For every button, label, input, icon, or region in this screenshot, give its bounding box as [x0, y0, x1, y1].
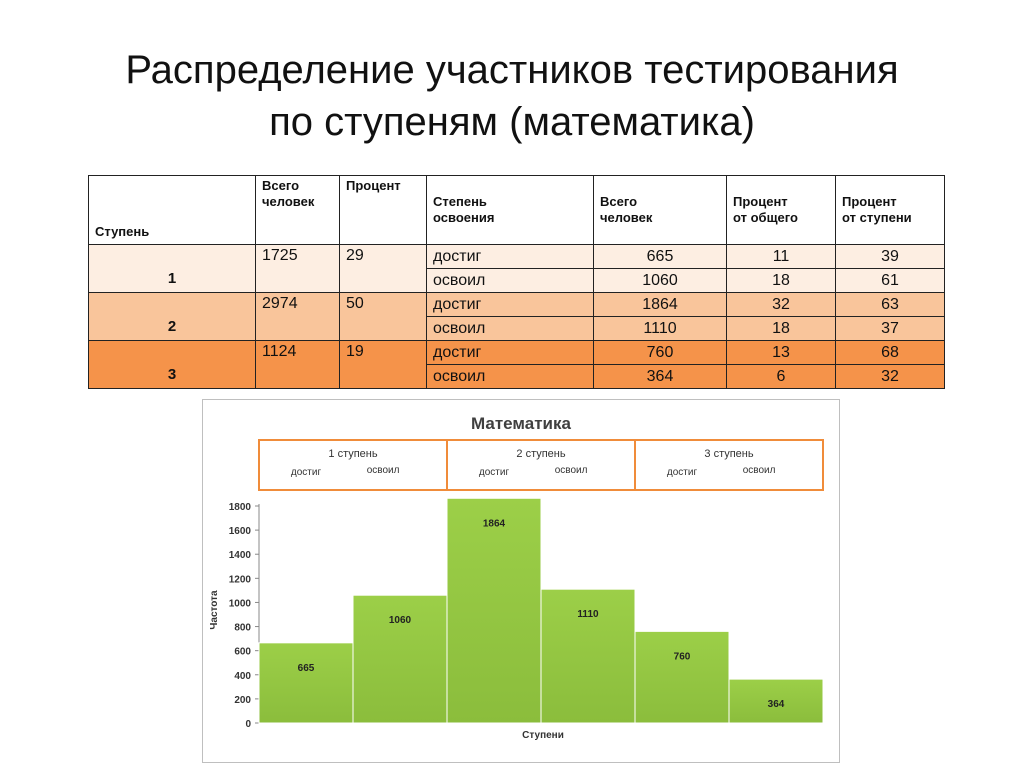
y-tick-label: 1000: [228, 598, 251, 610]
pct-step-cell: 68: [836, 341, 945, 365]
step-cell: 3: [89, 341, 256, 389]
bar-data-label: 760: [673, 651, 691, 663]
step-cell: 2: [89, 293, 256, 341]
y-tick-label: 200: [234, 694, 251, 706]
count-cell: 364: [594, 365, 727, 389]
header-pct-total: Процент от общего: [727, 176, 836, 245]
math-chart: [202, 399, 840, 763]
group-sub-label: достиг: [666, 467, 698, 478]
y-axis-label: Частота: [209, 590, 220, 630]
group-label: 3 ступень: [704, 448, 754, 460]
bar-data-label: 1110: [577, 609, 599, 621]
count-cell: 665: [594, 245, 727, 269]
slide-title-line2: по ступеням (математика): [269, 100, 755, 144]
count-cell: 1110: [594, 317, 727, 341]
pct-total-cell: 11: [727, 245, 836, 269]
level-cell: освоил: [427, 365, 594, 389]
bar: [635, 631, 729, 723]
bar-data-label: 665: [297, 662, 315, 674]
level-cell: достиг: [427, 293, 594, 317]
pct-step-cell: 63: [836, 293, 945, 317]
x-axis-label: Ступени: [522, 730, 564, 741]
total-cell: 1725: [256, 245, 340, 293]
pct-total-cell: 13: [727, 341, 836, 365]
group-sub-label: освоил: [742, 465, 776, 476]
pct-total-cell: 32: [727, 293, 836, 317]
bar-data-label: 1864: [482, 518, 506, 530]
header-percent: Процент: [340, 176, 427, 245]
header-level: Степень освоения: [427, 176, 594, 245]
pct-total-cell: 18: [727, 317, 836, 341]
chart-title: Математика: [471, 414, 571, 433]
y-tick-label: 1200: [228, 574, 251, 586]
header-total: Всего человек: [256, 176, 340, 245]
count-cell: 760: [594, 341, 727, 365]
step-cell: 1: [89, 245, 256, 293]
level-cell: освоил: [427, 317, 594, 341]
level-cell: достиг: [427, 245, 594, 269]
slide-title: [0, 44, 1024, 148]
pct-step-cell: 37: [836, 317, 945, 341]
total-cell: 1124: [256, 341, 340, 389]
pct-total-cell: 18: [727, 269, 836, 293]
level-cell: достиг: [427, 341, 594, 365]
y-tick-label: 0: [245, 719, 251, 730]
percent-cell: 50: [340, 293, 427, 341]
percent-cell: 19: [340, 341, 427, 389]
table-row: [89, 245, 945, 269]
group-sub-label: освоил: [554, 465, 588, 476]
y-tick-label: 1600: [228, 526, 251, 538]
group-sub-label: достиг: [290, 467, 322, 478]
total-cell: 2974: [256, 293, 340, 341]
header-pct-step: Процент от ступени: [836, 176, 945, 245]
header-step: Ступень: [89, 176, 256, 245]
y-tick-label: 1800: [228, 502, 251, 513]
bar-data-label: 364: [767, 699, 785, 711]
table-header-row: [89, 176, 945, 245]
slide-title-line1: Распределение участников тестирования: [125, 48, 899, 92]
bar-data-label: 1060: [388, 615, 412, 627]
group-label: 2 ступень: [516, 448, 566, 460]
group-label: 1 ступень: [328, 448, 378, 460]
level-cell: освоил: [427, 269, 594, 293]
percent-cell: 29: [340, 245, 427, 293]
pct-step-cell: 61: [836, 269, 945, 293]
pct-total-cell: 6: [727, 365, 836, 389]
group-sub-label: освоил: [366, 465, 400, 476]
y-tick-label: 400: [234, 670, 251, 682]
table-row: [89, 293, 945, 317]
results-table: [88, 175, 945, 389]
count-cell: 1060: [594, 269, 727, 293]
bar: [259, 643, 353, 723]
y-tick-label: 600: [234, 646, 251, 658]
header-count: Всего человек: [594, 176, 727, 245]
group-sub-label: достиг: [478, 467, 510, 478]
pct-step-cell: 32: [836, 365, 945, 389]
chart-svg: [203, 400, 839, 762]
table-row: [89, 341, 945, 365]
y-tick-label: 1400: [228, 550, 251, 562]
y-tick-label: 800: [234, 622, 251, 634]
pct-step-cell: 39: [836, 245, 945, 269]
count-cell: 1864: [594, 293, 727, 317]
bar: [447, 498, 541, 723]
